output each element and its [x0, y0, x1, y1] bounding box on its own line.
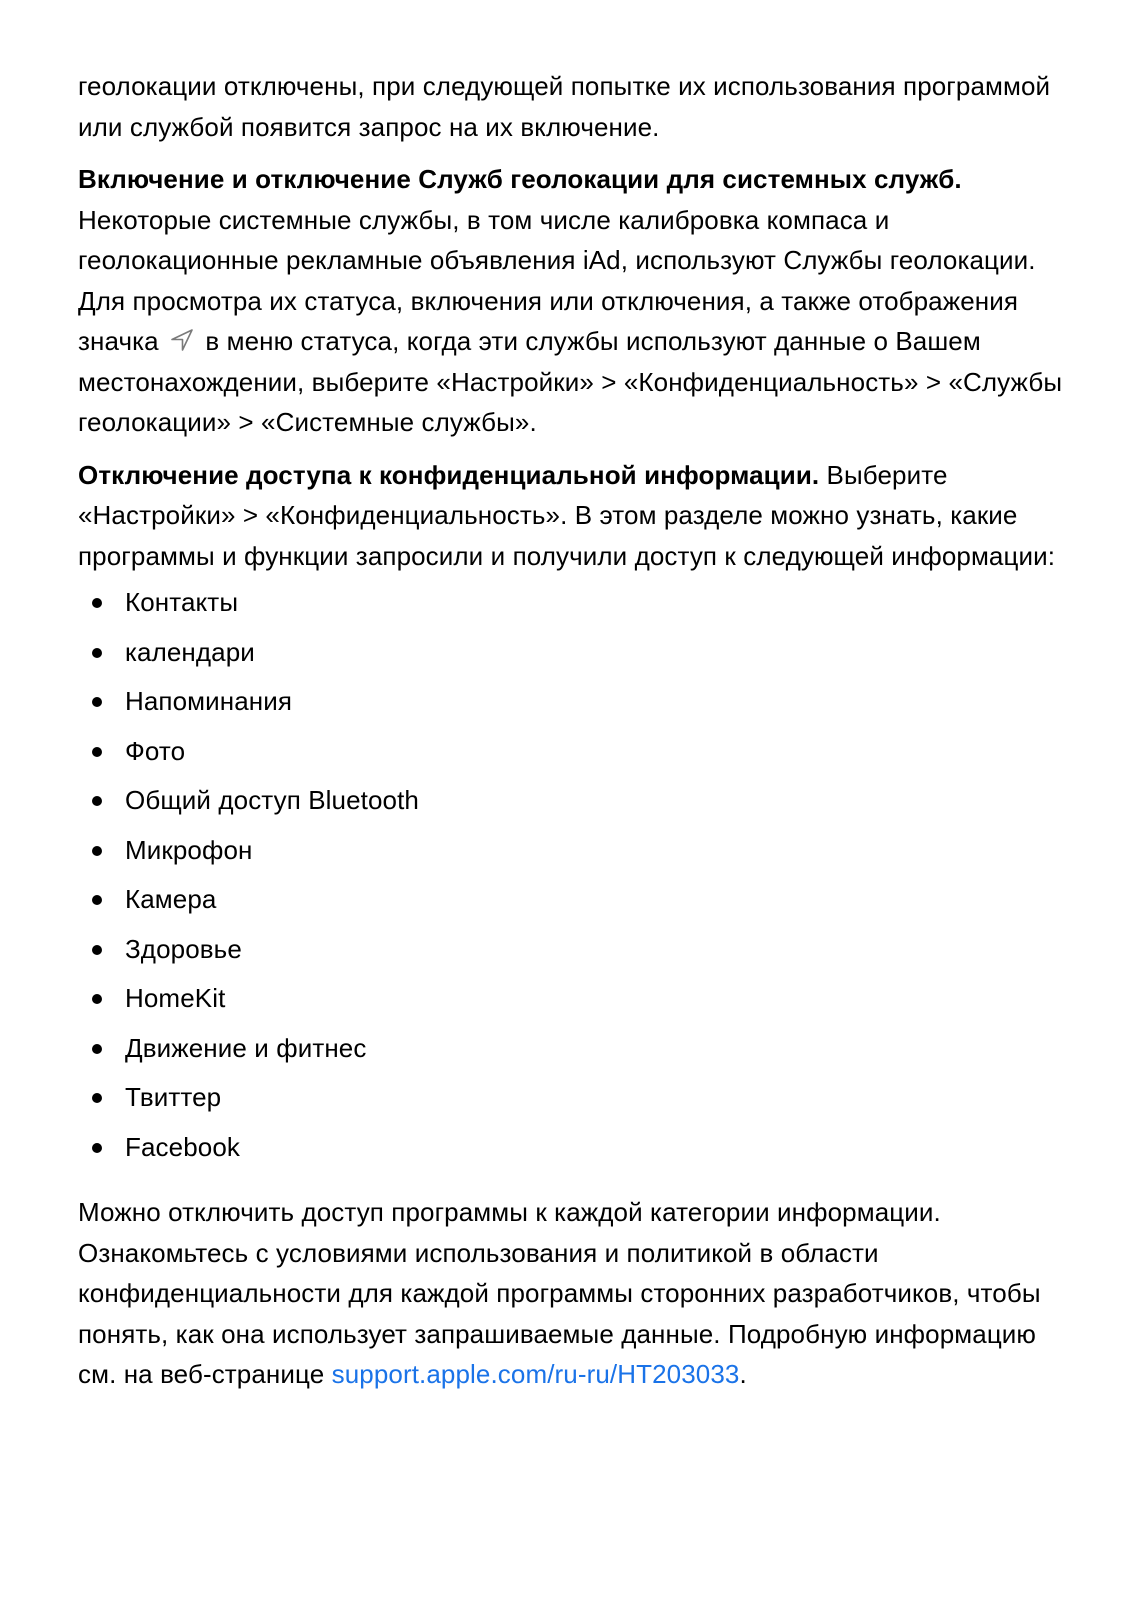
system-services-heading: Включение и отключение Служб геолокации для системных служб.	[78, 164, 962, 194]
list-item: календари	[78, 632, 1068, 682]
list-item: Камера	[78, 879, 1068, 929]
list-item: Общий доступ Bluetooth	[78, 780, 1068, 830]
privacy-heading: Отключение доступа к конфиденциальной информации.	[78, 459, 820, 490]
system-services-paragraph	[78, 159, 1068, 443]
document-page	[78, 66, 1068, 1395]
bullet-icon	[92, 994, 102, 1004]
bullet-icon	[92, 895, 102, 905]
closing-period: .	[739, 1359, 747, 1389]
bullet-icon	[92, 1093, 102, 1103]
bullet-icon	[92, 945, 102, 955]
location-arrow-icon	[168, 326, 196, 354]
closing-text: Можно отключить доступ программы к каждой категории информации. Ознакомьтесь с условиями использования и политикой в области конфиденциальности для каждой программы сторонних разработчиков, чтобы понять, как она использует запрашиваемые данные. Подробную информацию см. на веб-странице	[78, 1197, 1041, 1389]
intro-text: геолокации отключены, при следующей попытке их использования программой или службой появится запрос на их включение.	[78, 71, 1051, 142]
bullet-icon	[92, 796, 102, 806]
bullet-icon	[92, 598, 102, 608]
list-item: Движение и фитнес	[78, 1028, 1068, 1078]
bullet-icon	[92, 697, 102, 707]
privacy-paragraph	[78, 455, 1068, 577]
support-link[interactable]: support.apple.com/ru-ru/HT203033	[331, 1359, 740, 1389]
intro-paragraph	[78, 66, 1068, 147]
list-item: Здоровье	[78, 929, 1068, 979]
list-item: HomeKit	[78, 978, 1068, 1028]
system-services-text-end: в меню статуса, когда эти службы используют данные о Вашем местонахождении, выберите «Настройки» > «Конфиденциальность» > «Службы геолокации» > «Системные службы».	[78, 326, 1063, 437]
privacy-categories-list	[78, 582, 1068, 1176]
list-item: Facebook	[78, 1127, 1068, 1177]
bullet-icon	[92, 846, 102, 856]
system-services-text-start: Некоторые системные службы, в том числе калибровка компаса и геолокационные рекламные объявления iAd, используют Службы геолокации. Для просмотра их статуса, включения или отключения, а также отображения значка	[78, 204, 1036, 356]
bullet-icon	[92, 747, 102, 757]
bullet-icon	[92, 1143, 102, 1153]
privacy-text: Выберите «Настройки» > «Конфиденциальность». В этом разделе можно узнать, какие программы и функции запросили и получили доступ к следующей информации:	[78, 459, 1056, 571]
list-item: Фото	[78, 731, 1068, 781]
bullet-icon	[92, 1044, 102, 1054]
list-item: Микрофон	[78, 830, 1068, 880]
list-item: Напоминания	[78, 681, 1068, 731]
list-item: Твиттер	[78, 1077, 1068, 1127]
closing-paragraph	[78, 1192, 1068, 1395]
list-item: Контакты	[78, 582, 1068, 632]
bullet-icon	[92, 648, 102, 658]
